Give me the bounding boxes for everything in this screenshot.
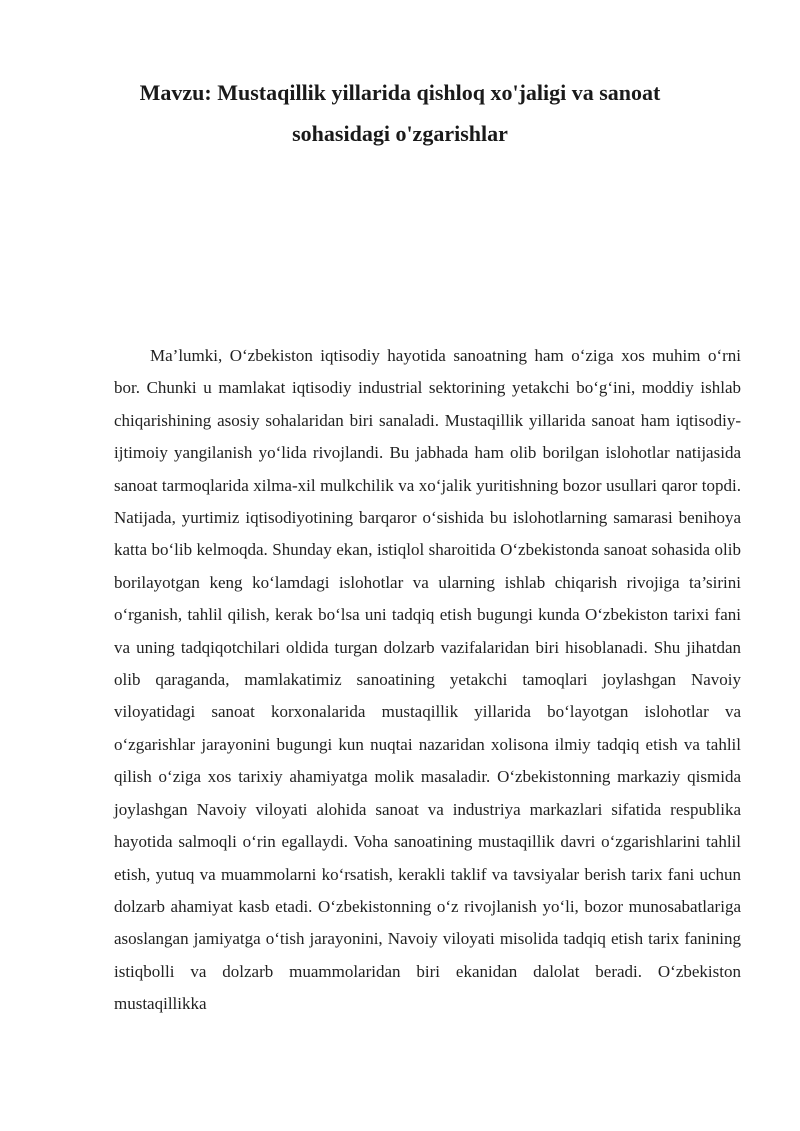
document-title: Mavzu: Mustaqillik yillarida qishloq xo'jaligi va sanoat sohasidagi o'zgarishlar (139, 80, 661, 146)
body-paragraph: Ma’lumki, O‘zbekiston iqtisodiy hayotida sanoatning ham o‘ziga xos muhim o‘rni bor. Chunki u mamlakat iqtisodiy industrial sektorining yetakchi bo‘g‘ini, moddiy ishlab chiqarishining asosiy sohalaridan biri sanaladi. Mustaqillik yillarida sanoat ham iqtisodiy-ijtimoiy yangilanish yo‘lida rivojlandi. Bu jabhada ham olib borilgan islohotlar natijasida sanoat tarmoqlarida xilma-xil mulkchilik va xo‘jalik yuritishning bozor usullari qaror topdi. Natijada, yurtimiz iqtisodiyotining barqaror o‘sishida bu islohotlarning samarasi benihoya katta bo‘lib kelmoqda. Shunday ekan, istiqlol sharoitida O‘zbekistonda sanoat sohasida olib borilayotgan keng ko‘lamdagi islohotlar va ularning ishlab chiqarish rivojiga ta’sirini o‘rganish, tahlil qilish, kerak bo‘lsa uni tadqiq etish bugungi kunda O‘zbekiston tarixi fani va uning tadqiqotchilari oldida turgan dolzarb vazifalaridan biri hisoblanadi. Shu jihatdan olib qaraganda, mamlakatimiz sanoatining yetakchi tamoqlari joylashgan Navoiy viloyatidagi sanoat korxonalarida mustaqillik yillarida bo‘layotgan islohotlar va o‘zgarishlar jarayonini bugungi kun nuqtai nazaridan xolisona ilmiy tadqiq etish va tahlil qilish o‘ziga xos tarixiy ahamiyatga molik masaladir. O‘zbekistonning markaziy qismida joylashgan Navoiy viloyati alohida sanoat va industriya markazlari sifatida respublika hayotida salmoqli o‘rin egallaydi. Voha sanoatining mustaqillik davri o‘zgarishlarini tahlil etish, yutuq va muammolarni ko‘rsatish, kerakli taklif va tavsiyalar berish tarix fani uchun dolzarb ahamiyat kasb etadi. O‘zbekistonning o‘z rivojlanish yo‘li, bozor munosabatlariga asoslangan jamiyatga o‘tish jarayonini, Navoiy viloyati misolida tadqiq etish tarix fanining istiqbolli va dolzarb muammolaridan biri ekanidan dalolat beradi. O‘zbekiston mustaqillikka (114, 346, 741, 1014)
